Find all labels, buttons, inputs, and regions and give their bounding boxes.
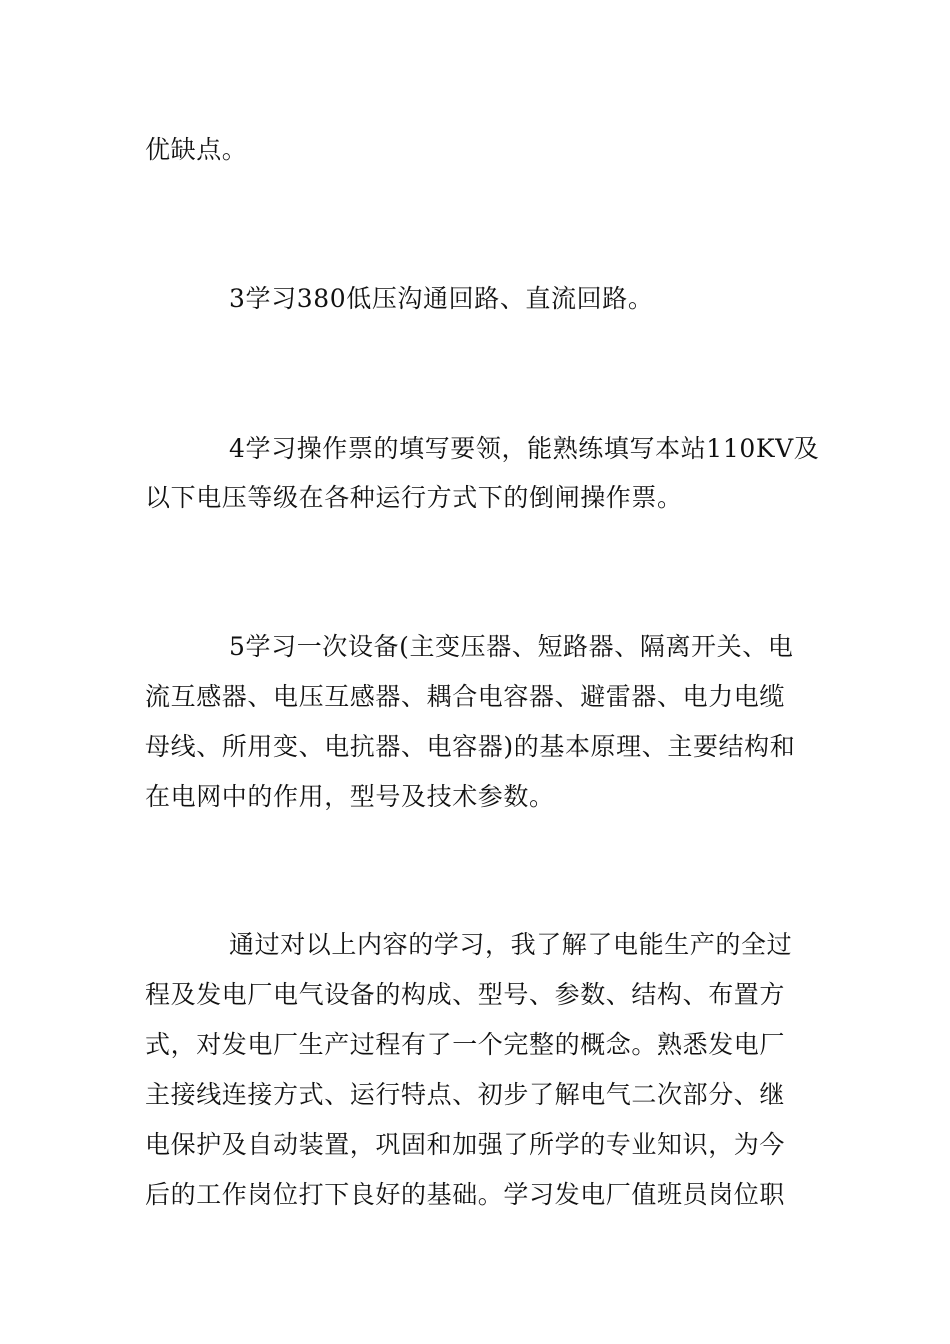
paragraph-line: 4学习操作票的填写要领，能熟练填写本站110KV及 bbox=[229, 434, 820, 463]
paragraph-line: 5学习一次设备(主变压器、短路器、隔离开关、电 bbox=[229, 632, 794, 661]
paragraph-line: 电保护及自动装置，巩固和加强了所学的专业知识，为今 bbox=[145, 1130, 786, 1159]
paragraph-line: 主接线连接方式、运行特点、初步了解电气二次部分、继 bbox=[145, 1080, 786, 1109]
paragraph-line: 3学习380低压沟通回路、直流回路。 bbox=[229, 284, 654, 313]
paragraph-line: 优缺点。 bbox=[145, 135, 248, 164]
paragraph-line: 在电网中的作用，型号及技术参数。 bbox=[145, 782, 555, 811]
paragraph-line: 母线、所用变、电抗器、电容器)的基本原理、主要结构和 bbox=[145, 732, 796, 761]
paragraph-line: 式，对发电厂生产过程有了一个完整的概念。熟悉发电厂 bbox=[145, 1030, 786, 1059]
paragraph-line: 以下电压等级在各种运行方式下的倒闸操作票。 bbox=[145, 483, 683, 512]
paragraph-line: 流互感器、电压互感器、耦合电容器、避雷器、电力电缆 bbox=[145, 682, 786, 711]
paragraph-line: 后的工作岗位打下良好的基础。学习发电厂值班员岗位职 bbox=[145, 1180, 786, 1209]
paragraph-line: 程及发电厂电气设备的构成、型号、参数、结构、布置方 bbox=[145, 980, 786, 1009]
paragraph-line: 通过对以上内容的学习，我了解了电能生产的全过 bbox=[229, 930, 793, 959]
